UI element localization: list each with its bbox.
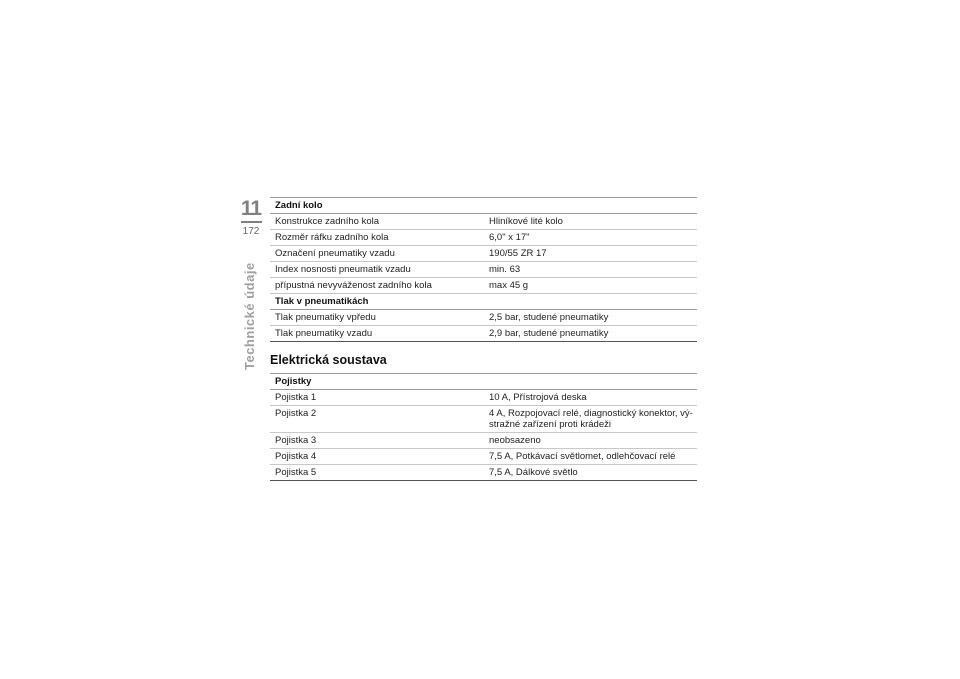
row-label: Rozměr ráfku zadního kola [270, 230, 484, 246]
table-heading-row [270, 294, 697, 310]
row-value: 10 A, Přístrojová deska [484, 390, 697, 406]
table-row [270, 262, 697, 278]
table-row [270, 214, 697, 230]
row-value: min. 63 [484, 262, 697, 278]
row-value: 7,5 A, Potkávací světlomet, odlehčovací relé [484, 449, 697, 465]
group-heading-fuses: Pojistky [270, 374, 697, 390]
row-value: neobsazeno [484, 433, 697, 449]
row-label: Index nosnosti pneumatik vzadu [270, 262, 484, 278]
side-chapter-title-wrap [242, 262, 260, 370]
chapter-number: 11 [240, 197, 262, 220]
table-row [270, 230, 697, 246]
row-value: 190/55 ZR 17 [484, 246, 697, 262]
wheel-tire-table [270, 197, 697, 342]
content-area [270, 197, 697, 481]
section-title-electrical: Elektrická soustava [270, 353, 387, 367]
row-label: Pojistka 5 [270, 465, 484, 481]
row-label: Konstrukce zadního kola [270, 214, 484, 230]
row-label: přípustná nevyváženost zadního kola [270, 278, 484, 294]
table-row [270, 326, 697, 342]
row-value: 4 A, Rozpojovací relé, diagnostický konektor, vý- stražné zařízení proti krádeži [484, 406, 697, 433]
page-number: 172 [242, 226, 260, 237]
table-row [270, 390, 697, 406]
row-label: Pojistka 4 [270, 449, 484, 465]
table-row [270, 246, 697, 262]
row-value: Hliníkové lité kolo [484, 214, 697, 230]
table-row [270, 433, 697, 449]
row-value: max 45 g [484, 278, 697, 294]
table-row [270, 449, 697, 465]
side-chapter-title: Technické údaje [242, 262, 257, 370]
table-row [270, 278, 697, 294]
table-row [270, 310, 697, 326]
row-label: Tlak pneumatiky vpředu [270, 310, 484, 326]
row-label: Tlak pneumatiky vzadu [270, 326, 484, 342]
row-value: 2,5 bar, studené pneumatiky [484, 310, 697, 326]
row-value: 7,5 A, Dálkové světlo [484, 465, 697, 481]
row-value: 2,9 bar, studené pneumatiky [484, 326, 697, 342]
row-label: Pojistka 1 [270, 390, 484, 406]
chapter-divider [241, 221, 262, 223]
group-heading-rear-wheel: Zadní kolo [270, 198, 697, 214]
row-label: Označení pneumatiky vzadu [270, 246, 484, 262]
table-row [270, 465, 697, 481]
table-heading-row [270, 374, 697, 390]
fuses-table [270, 373, 697, 481]
row-label: Pojistka 2 [270, 406, 484, 433]
table-heading-row [270, 198, 697, 214]
table-row [270, 406, 697, 433]
row-label: Pojistka 3 [270, 433, 484, 449]
row-value: 6,0" x 17" [484, 230, 697, 246]
group-heading-tire-pressure: Tlak v pneumatikách [270, 294, 697, 310]
